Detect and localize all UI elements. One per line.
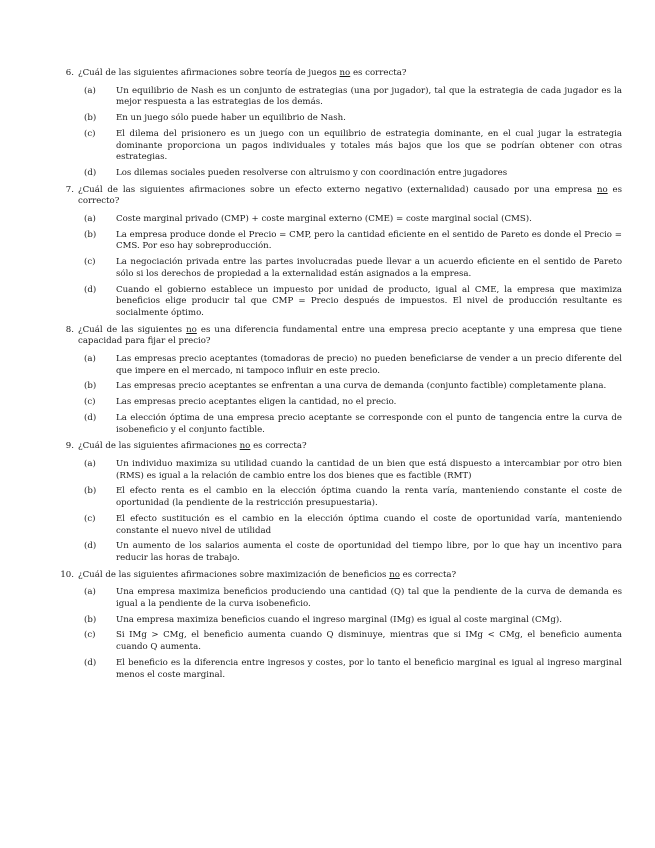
option-label: (b) [84, 113, 97, 124]
option-text: En un juego sólo puede haber un equilibrio de Nash. [116, 113, 346, 124]
option-text: El efecto renta es el cambio en la elección óptima cuando la renta varía, manteniendo constante el coste de oportunidad (la pendiente de la restricción presupuestaria). [116, 486, 622, 509]
option-label: (b) [84, 381, 97, 392]
option-text: La negociación privada entre las partes involucradas puede llevar a un acuerdo eficiente en el sentido de Pareto sólo si los derechos de propiedad a la externalidad están asignados a la empresa. [116, 257, 622, 279]
option-label: (c) [84, 128, 96, 139]
option-label: (c) [84, 257, 96, 268]
option-b [78, 381, 622, 393]
question-text: ¿Cuál de las siguientes afirmaciones sobre maximización de beneficios no es correcta? [78, 569, 457, 580]
option-text: El beneficio es la diferencia entre ingresos y costes, por lo tanto el beneficio marginal es igual al ingreso marginal menos el coste marginal. [116, 657, 622, 680]
options-list [78, 214, 622, 320]
question-text: ¿Cuál de las siguientes afirmaciones no es correcta? [78, 441, 307, 452]
options-list [78, 459, 622, 565]
option-d [78, 413, 622, 436]
option-label: (b) [84, 486, 97, 497]
question-number: 8. [65, 324, 74, 335]
option-a [78, 587, 622, 610]
option-b [78, 113, 622, 125]
option-text: La elección óptima de una empresa precio aceptante se corresponde con el punto de tangencia entre la curva de isobeneficio y el conjunto factible. [116, 412, 622, 435]
option-text: Cuando el gobierno establece un impuesto por unidad de producto, igual al CME, la empresa que maximiza beneficios elige producir tal que CMP = Precio después de impuestos. El nivel de producción resultante es socialmente óptimo. [116, 284, 622, 318]
option-b [78, 230, 622, 253]
option-label: (d) [84, 657, 97, 668]
question-number: 10. [60, 569, 74, 580]
question-text: ¿Cuál de las siguientes afirmaciones sobre un efecto externo negativo (externalidad) causado por una empresa no es correcto? [78, 184, 622, 207]
option-label: (b) [84, 229, 97, 240]
option-a [78, 86, 622, 109]
option-label: (c) [84, 630, 96, 641]
options-list [78, 86, 622, 180]
option-d [78, 285, 622, 320]
option-label: (d) [84, 167, 97, 178]
option-label: (c) [84, 513, 96, 524]
option-text: Un individuo maximiza su utilidad cuando la cantidad de un bien que está dispuesto a intercambiar por otro bien (RMS) es igual a la relación de cambio entre los dos bienes que es factible (RMT) [116, 458, 622, 481]
option-c [78, 630, 622, 653]
question-number: 9. [65, 441, 74, 452]
question-8 [62, 325, 622, 437]
options-list [78, 354, 622, 436]
option-b [78, 486, 622, 509]
option-label: (d) [84, 541, 97, 552]
option-label: (a) [84, 85, 96, 96]
option-text: Una empresa maximiza beneficios produciendo una cantidad (Q) tal que la pendiente de la curva de demanda es igual a la pendiente de la curva isobeneficio. [116, 587, 622, 610]
option-text: El dilema del prisionero es un juego con un equilibrio de estrategia dominante, en el cual jugar la estrategia dominante proporciona un pagos individuales y totales más bajos que los que se podrían obtener con otras estrategias. [116, 128, 622, 163]
question-9 [62, 441, 622, 564]
question-6 [62, 68, 622, 180]
option-a [78, 354, 622, 377]
option-text: Coste marginal privado (CMP) + coste marginal externo (CME) = coste marginal social (CMS). [116, 214, 532, 225]
option-text: Los dilemas sociales pueden resolverse con altruismo y con coordinación entre jugadores [116, 167, 508, 178]
option-a [78, 214, 622, 226]
option-label: (d) [84, 284, 97, 295]
option-label: (a) [84, 354, 96, 365]
option-label: (d) [84, 412, 97, 423]
option-text: El efecto sustitución es el cambio en la elección óptima cuando el coste de oportunidad varía, manteniendo constante el nuevo nivel de utilidad [116, 513, 622, 536]
option-text: Un equilibrio de Nash es un conjunto de estrategias (una por jugador), tal que la estrategia de cada jugador es la mejor respuesta a las estrategias de los demás. [116, 85, 622, 108]
question-7 [62, 185, 622, 320]
option-label: (b) [84, 614, 97, 625]
option-text: Las empresas precio aceptantes eligen la cantidad, no el precio. [116, 397, 397, 408]
question-text: ¿Cuál de las siguientes no es una diferencia fundamental entre una empresa precio aceptante y una empresa que tiene capacidad para fijar el precio? [78, 324, 622, 347]
option-text: Las empresas precio aceptantes (tomadoras de precio) no pueden beneficiarse de vender a un precio diferente del que impere en el mercado, ni tampoco influir en este precio. [116, 354, 622, 376]
question-number: 6. [65, 68, 74, 78]
question-number: 7. [65, 184, 74, 195]
option-d [78, 168, 622, 180]
option-a [78, 459, 622, 482]
option-d [78, 658, 622, 681]
option-d [78, 541, 622, 564]
option-text: La empresa produce donde el Precio = CMP, pero la cantidad eficiente en el sentido de Pareto es donde el Precio = CMS. Por eso hay sobreproducción. [116, 229, 622, 252]
option-label: (a) [84, 458, 96, 469]
option-label: (a) [84, 214, 96, 225]
exam-document [62, 68, 622, 686]
option-text: Las empresas precio aceptantes se enfrentan a una curva de demanda (conjunto factible) completamente plana. [116, 381, 607, 392]
option-b [78, 615, 622, 627]
option-text: Una empresa maximiza beneficios cuando el ingreso marginal (IMg) es igual al coste marginal (CMg). [116, 614, 562, 625]
question-text: ¿Cuál de las siguientes afirmaciones sobre teoría de juegos no es correcta? [78, 68, 407, 78]
option-c [78, 257, 622, 280]
option-text: Un aumento de los salarios aumenta el coste de oportunidad del tiempo libre, por lo que hay un incentivo para reducir las horas de trabajo. [116, 541, 622, 563]
question-10 [62, 570, 622, 682]
option-c [78, 397, 622, 409]
option-label: (c) [84, 397, 96, 408]
options-list [78, 587, 622, 681]
option-text: Si IMg > CMg, el beneficio aumenta cuando Q disminuye, mientras que si IMg < CMg, el beneficio aumenta cuando Q aumenta. [116, 630, 622, 653]
option-label: (a) [84, 587, 96, 598]
option-c [78, 129, 622, 164]
option-c [78, 514, 622, 537]
